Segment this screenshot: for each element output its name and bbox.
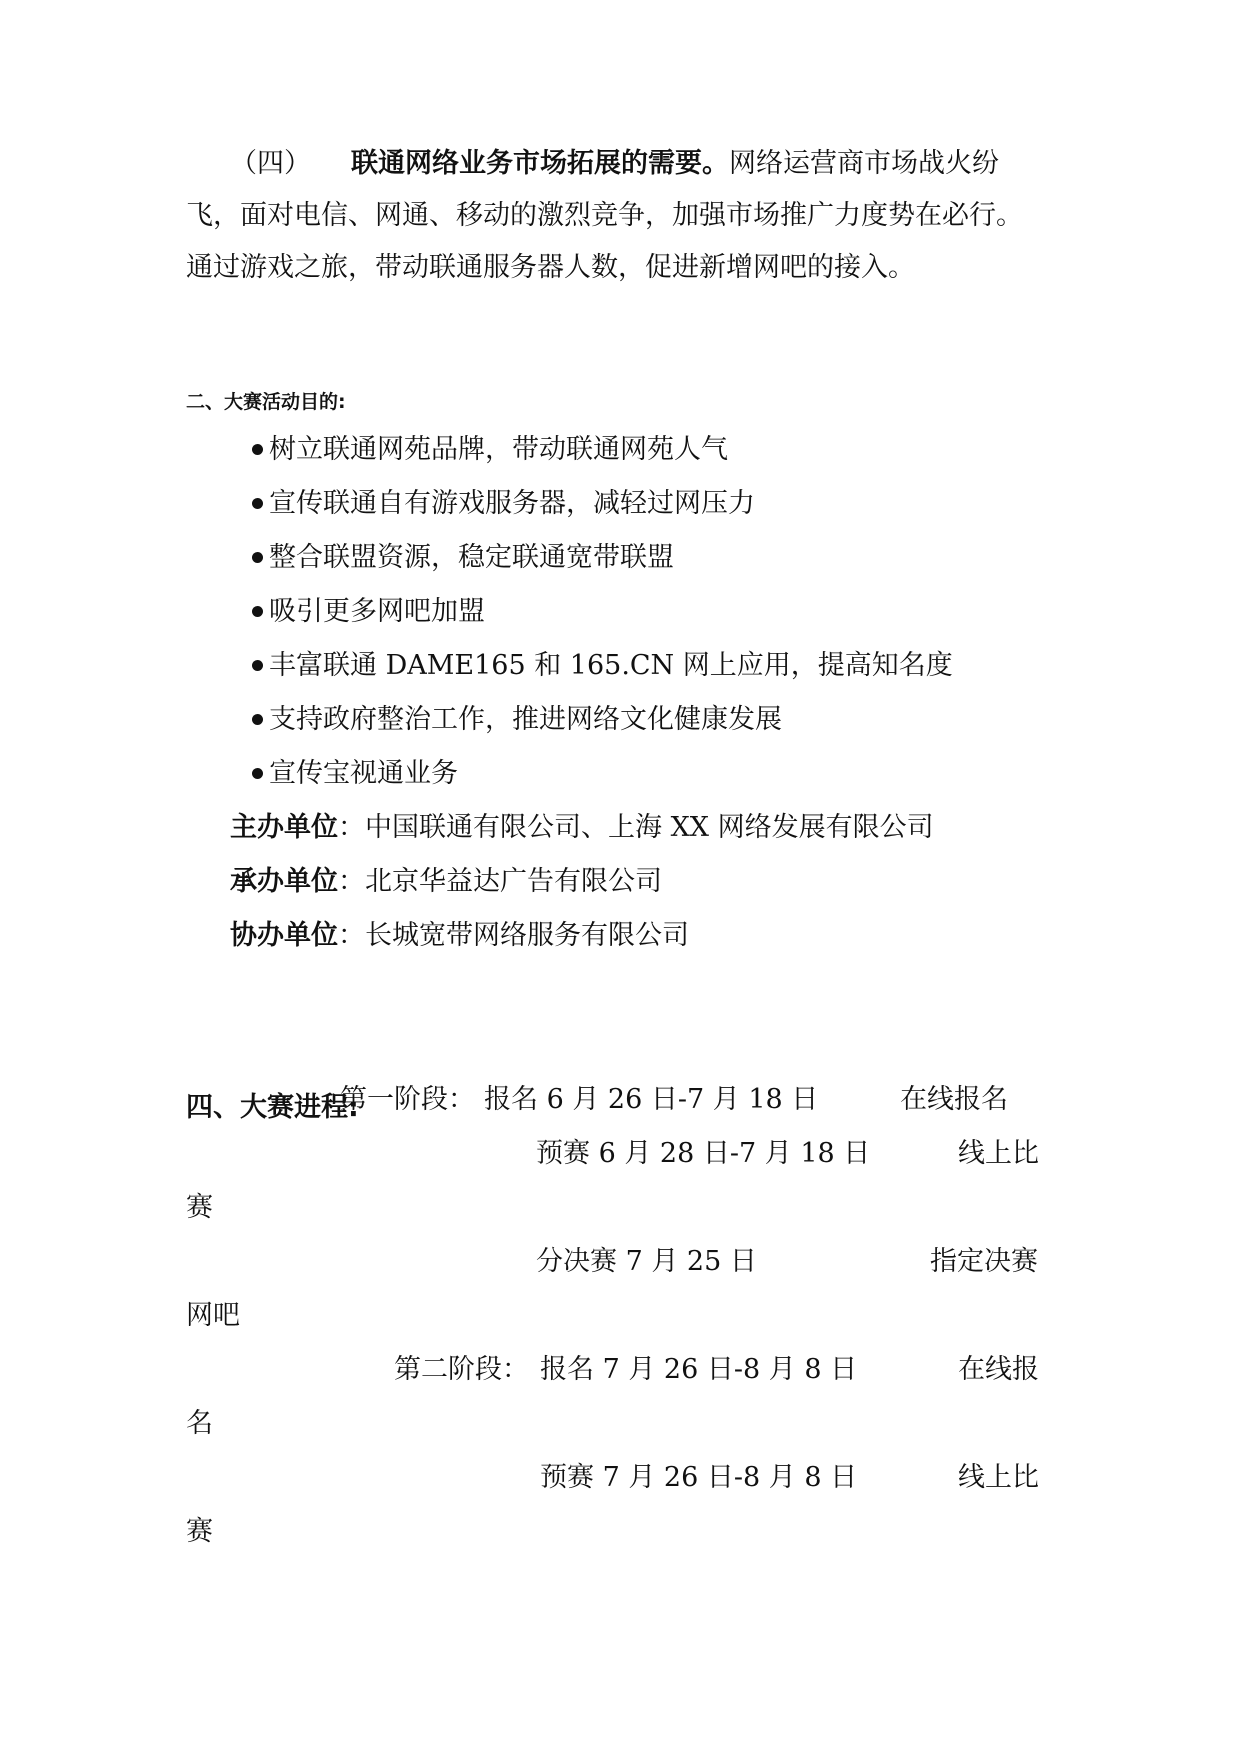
stage2-signup-mode-a: 在线报 — [958, 1354, 1039, 1385]
intro-line-2: 飞，面对电信、网通、移动的激烈竞争，加强市场推广力度势在必行。 — [186, 200, 1023, 231]
bullet-dot-icon — [252, 498, 263, 509]
intro-line-3: 通过游戏之旅，带动联通服务器人数，促进新增网吧的接入。 — [186, 252, 915, 283]
organizer-undertaker: 承办单位：北京华益达广告有限公司 — [230, 866, 662, 897]
stage2-label: 第二阶段： — [394, 1354, 529, 1385]
stage1-semifinal: 分决赛 7 月 25 日 — [536, 1246, 757, 1277]
intro-line1-rest: 网络运营商市场战火纷 — [729, 148, 999, 179]
bullet-dot-icon — [252, 768, 263, 779]
stage1-prelim: 预赛 6 月 28 日-7 月 18 日 — [536, 1138, 871, 1169]
stage1-prelim-mode-b: 赛 — [186, 1192, 213, 1223]
stage2-prelim-mode-a: 线上比 — [958, 1462, 1039, 1493]
bullet-item: 支持政府整治工作，推进网络文化健康发展 — [252, 704, 782, 736]
section4-title: 四、大赛进程: — [186, 1092, 359, 1123]
intro-number: （四） — [230, 148, 311, 179]
stage1-signup: 报名 6 月 26 日-7 月 18 日 — [484, 1084, 819, 1115]
stage2-prelim-mode-b: 赛 — [186, 1516, 213, 1547]
bullet-item: 宣传联通自有游戏服务器，减轻过网压力 — [252, 488, 755, 520]
section2-title: 二、大赛活动目的: — [186, 391, 346, 413]
bullet-item: 宣传宝视通业务 — [252, 758, 458, 790]
bullet-item: 整合联盟资源，稳定联通宽带联盟 — [252, 542, 674, 574]
bullet-item: 丰富联通 DAME165 和 165.CN 网上应用，提高知名度 — [252, 650, 953, 682]
bullet-dot-icon — [252, 660, 263, 671]
stage1-semifinal-mode-b: 网吧 — [186, 1300, 240, 1331]
organizer-co-host: 协办单位：长城宽带网络服务有限公司 — [230, 920, 689, 951]
stage2-signup: 报名 7 月 26 日-8 月 8 日 — [540, 1354, 858, 1385]
intro-heading: 联通网络业务市场拓展的需要。 — [351, 148, 729, 179]
stage2-signup-mode-b: 名 — [186, 1408, 213, 1439]
bullet-dot-icon — [252, 552, 263, 563]
bullet-item: 吸引更多网吧加盟 — [252, 596, 485, 628]
intro-line-1 — [230, 148, 999, 180]
stage1-semifinal-mode-a: 指定决赛 — [930, 1246, 1038, 1277]
bullet-dot-icon — [252, 606, 263, 617]
organizer-host: 主办单位：中国联通有限公司、上海 XX 网络发展有限公司 — [230, 812, 934, 843]
bullet-dot-icon — [252, 444, 263, 455]
stage2-prelim: 预赛 7 月 26 日-8 月 8 日 — [540, 1462, 858, 1493]
stage1-signup-mode: 在线报名 — [900, 1084, 1008, 1115]
stage1-prelim-mode-a: 线上比 — [958, 1138, 1039, 1169]
bullet-dot-icon — [252, 714, 263, 725]
stage1-label: 第一阶段： — [340, 1084, 475, 1115]
bullet-item: 树立联通网苑品牌，带动联通网苑人气 — [252, 434, 728, 466]
